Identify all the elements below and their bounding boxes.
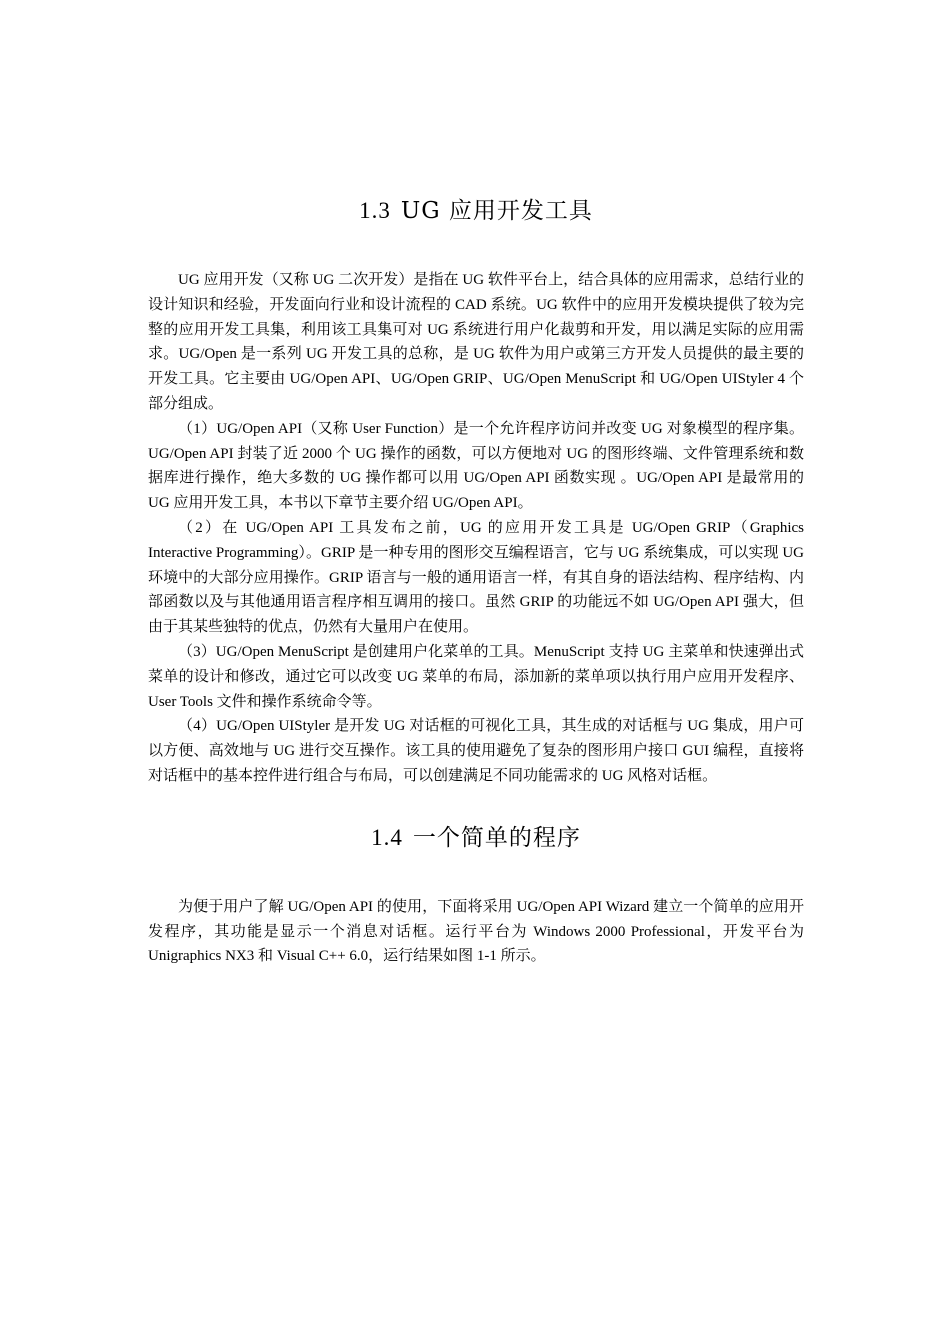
paragraph-item-1: （1）UG/Open API（又称 User Function）是一个允许程序访问并改变 UG 对象模型的程序集。UG/Open API 封装了近 2000 个 UG 操作的函数，可以方便地对 UG 的图形终端、文件管理系统和数据库进行操作，绝大多数的 UG 操作都可以用 UG/Open API 函数实现 。UG/Open API 是最常用的 UG 应用开发工具，本书以下章节主要介绍 UG/Open API。 bbox=[148, 420, 804, 512]
paragraph-item-3: （3）UG/Open MenuScript 是创建用户化菜单的工具。MenuScript 支持 UG 主菜单和快速弹出式菜单的设计和修改，通过它可以改变 UG 菜单的布局，添加新的菜单项以执行用户应用开发程序、User Tools 文件和操作系统命令等。 bbox=[148, 643, 804, 710]
paragraph-intro: UG 应用开发（又称 UG 二次开发）是指在 UG 软件平台上，结合具体的应用需求，总结行业的设计知识和经验，开发面向行业和设计流程的 CAD 系统。UG 软件中的应用开发模块提供了较为完整的应用开发工具集，利用该工具集可对 UG 系统进行用户化裁剪和开发，用以满足实际的应用需求。UG/Open 是一系列 UG 开发工具的总称，是 UG 软件为用户或第三方开发人员提供的最主要的开发工具。它主要由 UG/Open API、UG/Open GRIP、UG/Open MenuScript 和 UG/Open UIStyler 4 个部分组成。 bbox=[148, 272, 804, 412]
section-heading-1-3 bbox=[148, 196, 804, 226]
section-number: 1.4 bbox=[371, 824, 403, 850]
paragraph-item-4: （4）UG/Open UIStyler 是开发 UG 对话框的可视化工具，其生成的对话框与 UG 集成，用户可以方便、高效地与 UG 进行交互操作。该工具的使用避免了复杂的图形用户接口 GUI 编程，直接将对话框中的基本控件进行组合与布局，可以创建满足不同功能需求的 UG 风格对话框。 bbox=[148, 718, 804, 784]
section-title: 一个简单的程序 bbox=[412, 824, 581, 851]
page-content bbox=[148, 196, 804, 969]
section-heading-1-4 bbox=[148, 823, 804, 853]
paragraph-simple-program: 为便于用户了解 UG/Open API 的使用，下面将采用 UG/Open API Wizard 建立一个简单的应用开发程序，其功能是显示一个消息对话框。运行平台为 Windows 2000 Professional，开发平台为 Unigraphics NX3 和 Visual C++ 6.0，运行结果如图 1-1 所示。 bbox=[148, 898, 804, 965]
section-number: 1.3 bbox=[359, 198, 391, 223]
paragraph-item-2: （2）在 UG/Open API 工具发布之前，UG 的应用开发工具是 UG/Open GRIP（Graphics Interactive Programming）。GRIP 是一种专用的图形交互编程语言，它与 UG 系统集成，可以实现 UG 环境中的大部分应用操作。GRIP 语言与一般的通用语言一样，有其自身的语法结构、程序结构、内部函数以及与其他通用语言程序相互调用的接口。虽然 GRIP 的功能远不如 UG/Open API 强大，但由于其某些独特的优点，仍然有大量用户在使用。 bbox=[148, 519, 804, 636]
section-title: UG 应用开发工具 bbox=[400, 198, 593, 224]
